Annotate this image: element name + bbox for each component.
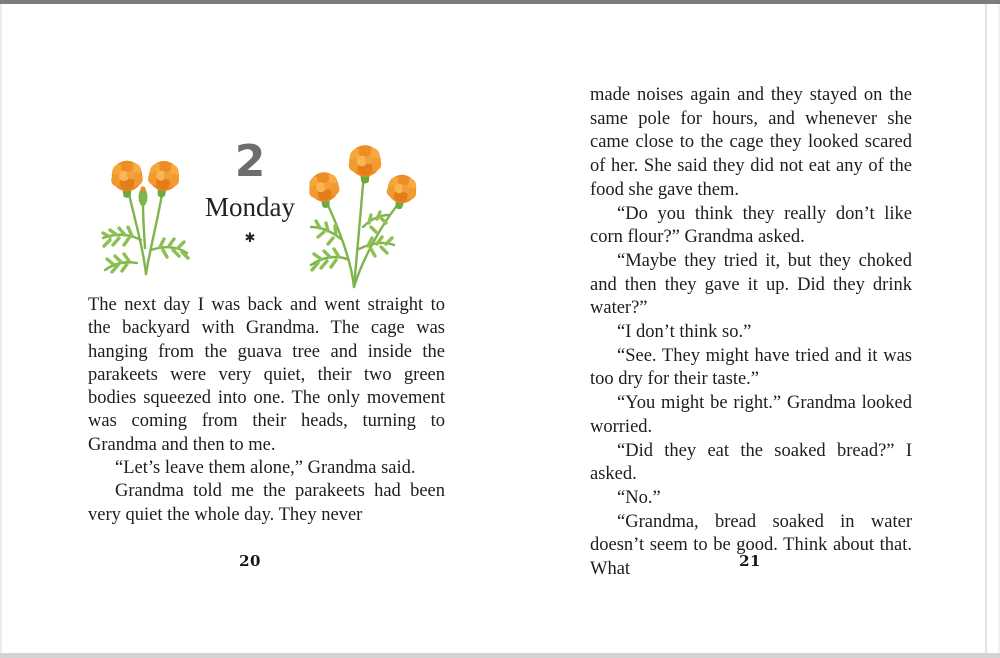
- paragraph: “No.”: [617, 487, 661, 508]
- paragraph: made noises again and they stayed on the same pole for hours, and whenever she came close to the cage they looked scared of her. She said they did not eat any of the food she gave them.: [590, 85, 912, 200]
- chapter-ornament-asterisk: ✱: [244, 230, 256, 245]
- paragraph: “Grandma, bread soaked in water doesn’t seem to be good. Think about that. What: [590, 511, 912, 580]
- paragraph: “Let’s leave them alone,” Grandma said.: [115, 458, 416, 479]
- paragraph: Grandma told me the parakeets had been very quiet the whole day. They never: [88, 481, 445, 525]
- paragraph: “I don’t think so.”: [617, 322, 752, 343]
- paragraph: “Do you think they really don’t like corn flour?” Grandma asked.: [590, 203, 912, 248]
- chapter-title: Monday: [205, 192, 295, 222]
- right-page-body-text: [590, 84, 912, 582]
- paragraph: “See. They might have tried and it was too dry for their taste.”: [590, 345, 912, 390]
- chapter-number: 2: [234, 136, 266, 187]
- left-page-number: 20: [239, 552, 261, 570]
- paragraph: The next day I was back and went straight to the backyard with Grandma. The cage was hanging from the guava tree and inside the parakeets were very quiet, their two green bodies squeezed into one. The only movement was coming from their heads, turning to Grandma and then to me.: [88, 295, 445, 455]
- right-page: [500, 0, 1000, 658]
- paragraph: “You might be right.” Grandma looked worried.: [590, 393, 912, 437]
- paragraph: “Maybe they tried it, but they choked and then they gave it up. Did they drink water?”: [590, 250, 912, 319]
- right-page-number: 21: [739, 552, 761, 570]
- left-page-body-text: [88, 294, 445, 527]
- paragraph: “Did they eat the soaked bread?” I asked.: [590, 440, 912, 485]
